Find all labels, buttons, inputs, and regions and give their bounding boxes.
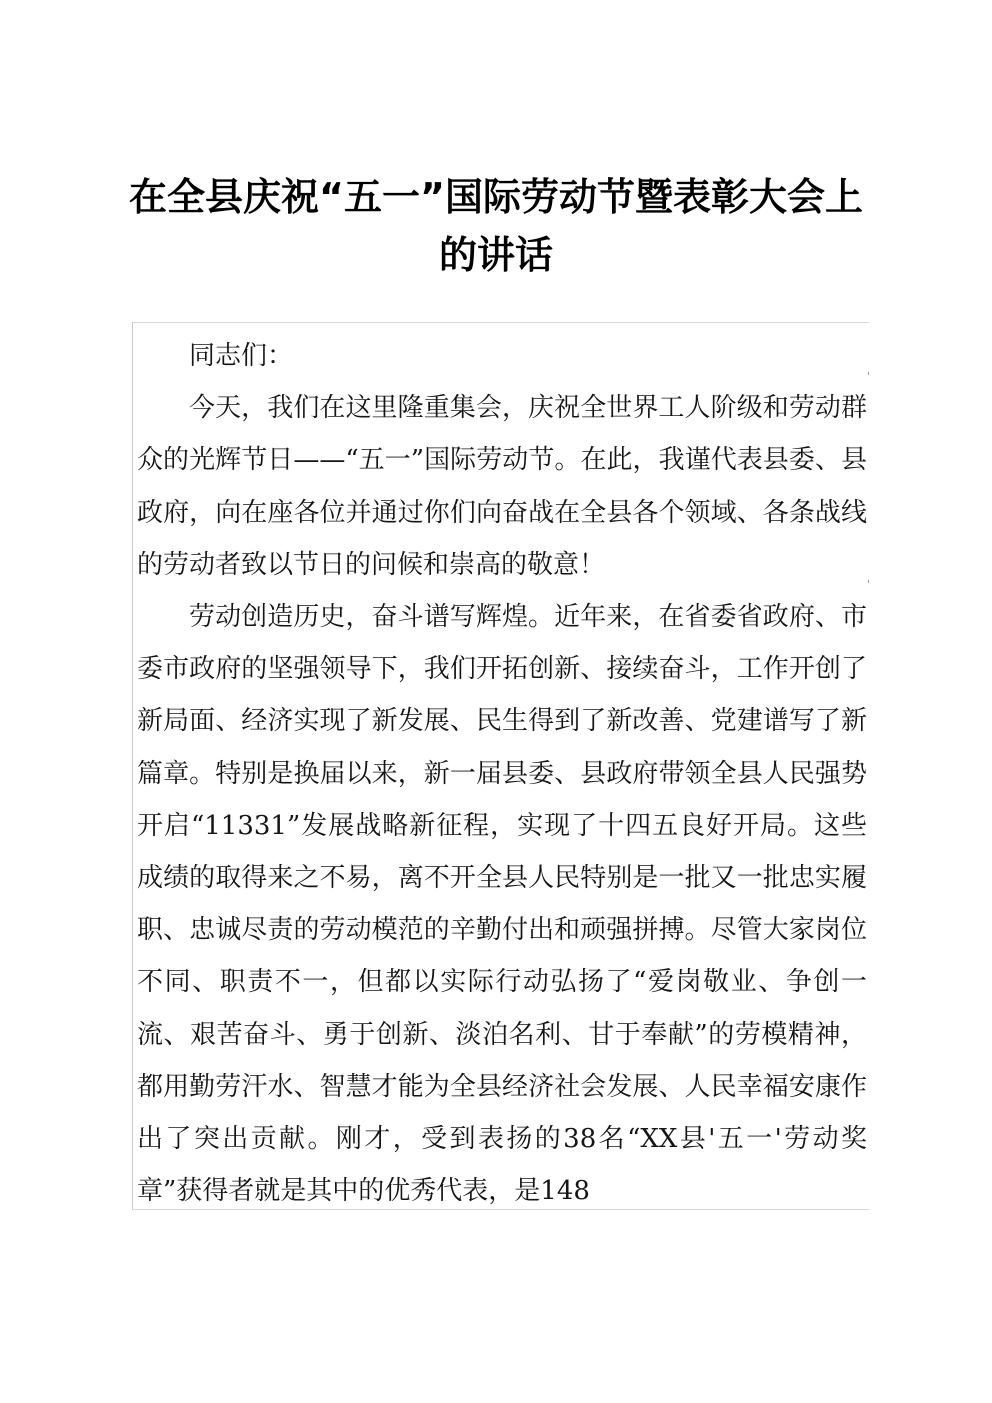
title-line-2: 的讲话 (438, 233, 553, 277)
frame-mark (868, 580, 869, 583)
document-body (137, 330, 867, 1217)
title-line-1: 在全县庆祝“五一”国际劳动节暨表彰大会上 (129, 175, 863, 219)
salutation: 同志们： (189, 341, 294, 371)
paragraph: 今天，我们在这里隆重集会，庆祝全世界工人阶级和劳动群众的光辉节日——“五一”国际劳动节。在此，我谨代表县委、县政府，向在座各位并通过你们向奋战在全县各个领域、各条战线的劳动者致以节日的问候和崇高的敬意！ (137, 393, 867, 580)
document-title (120, 168, 872, 284)
paragraph: 劳动创造历史，奋斗谱写辉煌。近年来，在省委省政府、市委市政府的坚强领导下，我们开拓创新、接续奋斗，工作开创了新局面、经济实现了新发展、民生得到了新改善、党建谱写了新篇章。特别是换届以来，新一届县委、县政府带领全县人民强势开启“11331”发展战略新征程，实现了十四五良好开局。这些成绩的取得来之不易，离不开全县人民特别是一批又一批忠实履职、忠诚尽责的劳动模范的辛勤付出和顽强拼搏。尽管大家岗位不同、职责不一，但都以实际行动弘扬了“爱岗敬业、争创一流、艰苦奋斗、勇于创新、淡泊名利、甘于奉献”的劳模精神，都用勤劳汗水、智慧才能为全县经济社会发展、人民幸福安康作出了突出贡献。刚才，受到表扬的38名“XX县'五一'劳动奖章”获得者就是其中的优秀代表，是148 (137, 602, 867, 1207)
frame-mark (868, 372, 869, 375)
